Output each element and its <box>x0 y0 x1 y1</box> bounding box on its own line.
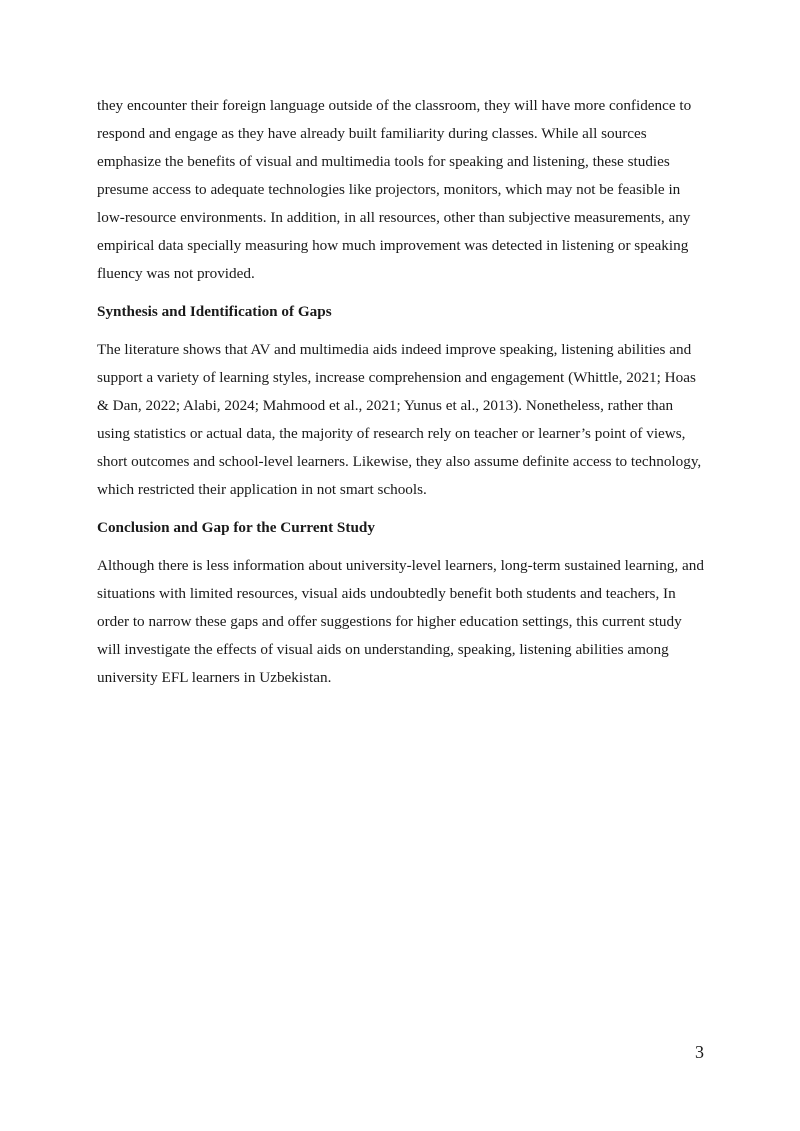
paragraph-conclusion: Although there is less information about university-level learners, long-term sustained learning, and situations with limited resources, visual aids undoubtedly benefit both students and teachers, In order to narrow these gaps and offer suggestions for higher education settings, this current study will investigate the effects of visual aids on understanding, speaking, listening abilities among university EFL learners in Uzbekistan. <box>97 557 704 686</box>
paragraph-synthesis: The literature shows that AV and multimedia aids indeed improve speaking, listening abilities and support a variety of learning styles, increase comprehension and engagement (Whittle, 2021; Hoas & Dan, 2022; Alabi, 2024; Mahmood et al., 2021; Yunus et al., 2013). Nonetheless, rather than using statistics or actual data, the majority of research rely on teacher or learner’s point of views, short outcomes and school-level learners. Likewise, they also assume definite access to technology, which restricted their application in not smart schools. <box>97 341 702 498</box>
page-number: 3 <box>695 1042 704 1062</box>
section-heading-synthesis: Synthesis and Identification of Gaps <box>97 303 332 320</box>
section-heading-conclusion: Conclusion and Gap for the Current Study <box>97 519 375 536</box>
paragraph-intro: they encounter their foreign language outside of the classroom, they will have more confidence to respond and engage as they have already built familiarity during classes. While all sources emphasize the benefits of visual and multimedia tools for speaking and listening, these studies presume access to adequate technologies like projectors, monitors, which may not be feasible in low-resource environments. In addition, in all resources, other than subjective measurements, any empirical data specially measuring how much improvement was detected in listening or speaking fluency was not provided. <box>97 97 692 282</box>
page-body <box>97 92 705 702</box>
